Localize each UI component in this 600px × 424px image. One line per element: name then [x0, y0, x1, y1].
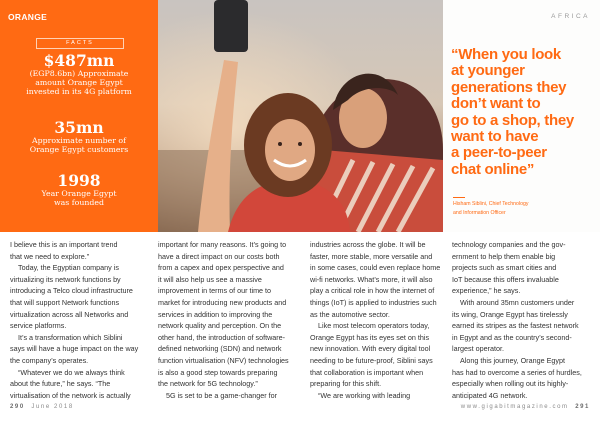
article-line: in Egypt and as the country’s second-	[452, 332, 572, 342]
article-line: virtualisation of the network is actually	[10, 390, 131, 400]
page-number-right: 291	[575, 404, 590, 410]
site-url: www.gigabitmagazine.com	[460, 404, 569, 410]
article-paragraph	[10, 262, 147, 332]
pull-quote-line: generations they	[451, 78, 567, 96]
article-line: new innovation. With every digital tool	[310, 344, 431, 354]
fact-desc-line: (EGP8.6bn) Approximate	[29, 69, 129, 78]
article-line: Orange Egypt has its eyes set on this	[310, 332, 430, 342]
article-line: that will support Network functions	[10, 297, 120, 307]
article-paragraph	[158, 390, 295, 402]
pull-quote-line: go to a shop, they	[451, 111, 574, 129]
quote-attribution	[453, 200, 573, 217]
article-line: With around 35mn customers under	[460, 297, 575, 307]
fact-customers	[4, 120, 154, 154]
article-line: things (IoT) is applied to industries such	[310, 297, 437, 307]
article-line: it will also help us see a massive	[158, 274, 262, 284]
article-line: in some cases, could even replace home	[310, 263, 441, 273]
fact-value: 35mn	[54, 118, 104, 137]
pull-quote	[451, 47, 597, 178]
article-paragraph	[10, 332, 147, 367]
article-line: defined networking (SDN) and network	[158, 344, 282, 354]
article-line: important for many reasons. It’s going to	[158, 240, 287, 249]
article-column-1	[10, 239, 147, 401]
article-line: other hand, the introduction of software-	[158, 332, 286, 342]
article-line: needing to be future-proof, Siblini says	[310, 355, 433, 365]
article-paragraph	[452, 239, 589, 297]
article-paragraph	[310, 320, 447, 390]
pull-quote-line: want to have	[451, 128, 539, 146]
article-line: network quality and perception. On the	[158, 321, 282, 331]
fact-value: 1998	[57, 171, 101, 190]
article-paragraph	[10, 239, 147, 262]
article-line: as the automotive sector.	[310, 309, 390, 319]
article-line: Along this journey, Orange Egypt	[460, 355, 565, 365]
pull-quote-line: a peer-to-peer	[451, 144, 547, 162]
article-paragraph	[452, 355, 589, 401]
folio-left	[10, 404, 74, 410]
pull-quote-panel	[443, 0, 600, 232]
article-line: earned its stripes as the fastest network	[452, 321, 579, 331]
article-line: especially when rolling out its highly-	[452, 379, 569, 389]
fact-desc-line: invested in its 4G platform	[26, 87, 132, 96]
page-number-left: 290	[10, 404, 25, 410]
folio-right	[461, 404, 590, 410]
article-line: “We are working with leading	[318, 390, 411, 400]
article-line: I believe this is an important trend	[10, 240, 118, 249]
article-line: virtualization across all Networks and	[10, 309, 129, 319]
article-line: It’s a transformation which Siblini	[18, 332, 123, 342]
article-line: introducing a Telco cloud infrastructure	[10, 286, 133, 296]
article-line: about the future,” he says. “The	[10, 379, 111, 389]
pull-quote-line: “When you look	[451, 46, 561, 63]
article-line: that we need to explore.”	[10, 251, 90, 261]
article-line: technology companies and the gov-	[452, 240, 566, 249]
article-line: the company’s operates.	[10, 355, 89, 365]
article-line: function virtualisation (NFV) technologies	[158, 355, 289, 365]
article-line: ernment to help them enable big	[452, 251, 556, 261]
article-line: Today, the Egyptian company is	[18, 263, 119, 273]
article-line: projects such as smart cities and	[452, 263, 557, 273]
article-line: that collaboration is important when	[310, 367, 424, 377]
article-line: experience,” he says.	[452, 286, 521, 296]
article-line: 5G is set to be a game-changer for	[166, 390, 278, 400]
article-line: its wing, Orange Egypt has tirelessly	[452, 309, 568, 319]
quote-divider	[453, 197, 465, 198]
fact-investment	[4, 53, 154, 96]
article-paragraph	[158, 239, 295, 390]
article-column-2	[158, 239, 295, 401]
article-column-3	[310, 239, 447, 401]
article-line: services in addition to improving the	[158, 309, 273, 319]
article-line: is also a good step towards preparing	[158, 367, 278, 377]
article-paragraph	[10, 367, 147, 402]
pull-quote-line: at younger	[451, 62, 525, 80]
selfie-photo	[158, 0, 443, 232]
brand-label: ORANGE	[8, 12, 48, 22]
article-line: preparing for this shift.	[310, 379, 382, 389]
article-line: says will have a huge impact on the way	[10, 344, 139, 354]
article-paragraph	[310, 239, 447, 320]
fact-founded	[4, 173, 154, 207]
article-column-4	[452, 239, 589, 401]
facts-tag: FACTS	[36, 38, 124, 49]
article-line: the network for 5G technology.”	[158, 379, 258, 389]
article-line: “Whatever we do we always think	[18, 367, 125, 377]
article-line: Like most telecom operators today,	[318, 321, 430, 331]
pull-quote-line: chat online”	[451, 160, 535, 178]
article-line: service platforms.	[10, 321, 67, 331]
article-line: largest operator.	[452, 344, 504, 354]
article-line: has had to overcome a series of hurdles,	[452, 367, 582, 377]
issue-date: June 2018	[31, 404, 74, 410]
article-paragraph	[452, 297, 589, 355]
article-line: market for introducing new products and	[158, 297, 287, 307]
fact-desc-line: Orange Egypt customers	[29, 145, 129, 154]
article-line: IoT because this offers invaluable	[452, 274, 559, 284]
photo-illustration	[158, 0, 443, 232]
article-paragraph	[310, 390, 447, 402]
attribution-line: and Information Officer	[453, 209, 506, 216]
article-line: play a critical role in how the internet of	[310, 286, 435, 296]
fact-desc-line: Approximate number of	[31, 136, 127, 145]
pull-quote-line: don’t want to	[451, 95, 541, 113]
facts-panel	[0, 0, 158, 232]
article-line: industries across the globe. It will be	[310, 240, 426, 249]
fact-value: $487mn	[43, 51, 115, 70]
article-line: wi-fi networks. What’s more, it will also	[310, 274, 433, 284]
attribution-line: Hisham Siblini, Chief Technology	[453, 201, 529, 207]
article-line: faster, more stable, more versatile and	[310, 251, 433, 261]
section-label: AFRICA	[551, 13, 590, 20]
fact-desc-line: was founded	[53, 198, 105, 207]
article-line: from a capex and opex perspective and	[158, 263, 284, 273]
fact-desc-line: Year Orange Egypt	[41, 189, 117, 198]
article-line: improvement in terms of our time to	[158, 286, 272, 296]
article-line: virtualizing its network functions by	[10, 274, 121, 284]
article-line: anticipated 4G network.	[452, 390, 528, 400]
article-line: have a direct impact on our costs both	[158, 251, 280, 261]
fact-desc-line: amount Orange Egypt	[35, 78, 123, 87]
